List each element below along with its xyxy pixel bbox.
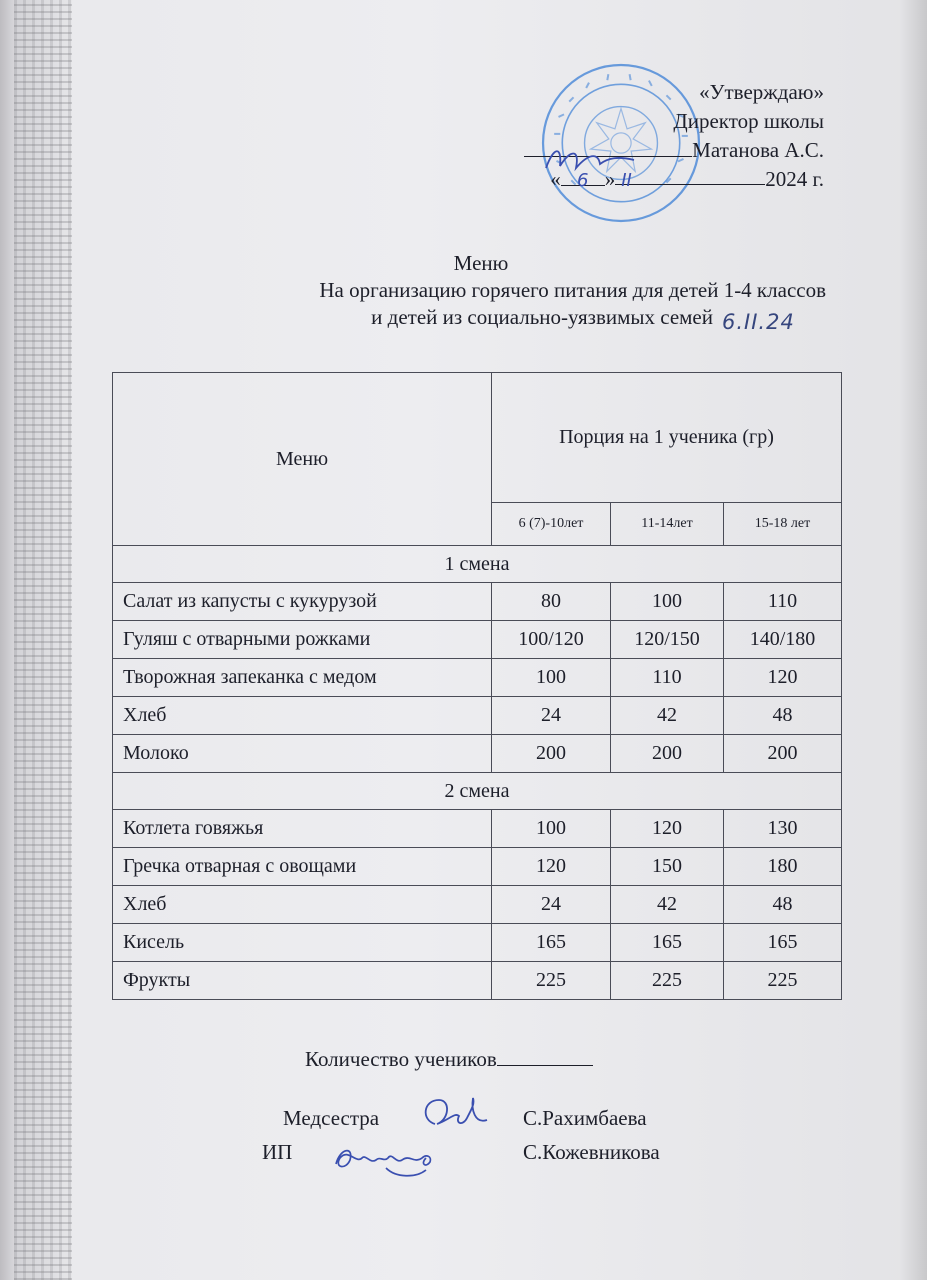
page-fold-shadow	[900, 0, 927, 1280]
portion-age-2: 165	[611, 924, 724, 962]
table-row	[113, 810, 842, 848]
portion-age-2: 120/150	[611, 621, 724, 659]
nurse-role: Медсестра	[283, 1106, 380, 1130]
dish-name: Кисель	[113, 924, 492, 962]
portion-age-1: 165	[492, 924, 611, 962]
approval-year: 2024 г.	[765, 167, 824, 191]
table-row	[113, 621, 842, 659]
document-title: Меню	[453, 251, 509, 275]
column-header-portion: Порция на 1 ученика (гр)	[492, 373, 842, 503]
document-subtitle-line1: На организацию горячего питания для детей 1-4 классов	[319, 278, 826, 302]
portion-age-1: 80	[492, 583, 611, 621]
portion-age-1: 120	[492, 848, 611, 886]
portion-age-1: 24	[492, 697, 611, 735]
table-header-row	[113, 373, 842, 503]
portion-age-2: 110	[611, 659, 724, 697]
portion-age-1: 100	[492, 810, 611, 848]
nurse-signature	[415, 1090, 495, 1140]
ip-signature	[326, 1134, 456, 1184]
dish-name: Гуляш с отварными рожками	[113, 621, 492, 659]
table-row	[113, 735, 842, 773]
date-quote-close: »	[604, 167, 616, 191]
student-count-blank	[497, 1045, 593, 1066]
table-row	[113, 697, 842, 735]
approval-day: 6	[577, 170, 589, 191]
dish-name: Молоко	[113, 735, 492, 773]
date-quote-open: «	[550, 167, 561, 191]
student-count-label: Количество учеников	[305, 1047, 497, 1071]
portion-age-2: 42	[611, 886, 724, 924]
director-signature	[540, 140, 640, 180]
age-group-1: 6 (7)-10лет	[492, 502, 611, 545]
portion-age-3: 120	[724, 659, 842, 697]
portion-age-2: 200	[611, 735, 724, 773]
portion-age-2: 150	[611, 848, 724, 886]
portion-age-1: 100/120	[492, 621, 611, 659]
approval-heading: «Утверждаю»	[699, 80, 824, 104]
portion-age-2: 42	[611, 697, 724, 735]
age-group-2: 11-14лет	[611, 502, 724, 545]
portion-age-3: 48	[724, 886, 842, 924]
paper-edge	[0, 0, 14, 1280]
ip-name: С.Кожевникова	[523, 1140, 660, 1164]
portion-age-2: 225	[611, 962, 724, 1000]
table-row	[113, 848, 842, 886]
dish-name: Салат из капусты с кукурузой	[113, 583, 492, 621]
handwritten-date: 6.II.24	[722, 310, 795, 334]
portion-age-3: 48	[724, 697, 842, 735]
shift-row	[113, 546, 842, 583]
dish-name: Хлеб	[113, 697, 492, 735]
portion-age-1: 100	[492, 659, 611, 697]
director-name: Матанова А.С.	[692, 138, 824, 162]
document-subtitle-line2: и детей из социально-уязвимых семей	[371, 305, 713, 329]
nurse-name: С.Рахимбаева	[523, 1106, 647, 1130]
portion-age-3: 140/180	[724, 621, 842, 659]
dish-name: Творожная запеканка с медом	[113, 659, 492, 697]
portion-age-1: 200	[492, 735, 611, 773]
portion-age-3: 110	[724, 583, 842, 621]
portion-age-3: 130	[724, 810, 842, 848]
table-row	[113, 659, 842, 697]
dish-name: Гречка отварная с овощами	[113, 848, 492, 886]
portion-age-1: 225	[492, 962, 611, 1000]
column-header-menu: Меню	[113, 373, 492, 546]
student-count-line	[305, 1045, 593, 1072]
table-row	[113, 962, 842, 1000]
table-row	[113, 583, 842, 621]
portion-age-3: 225	[724, 962, 842, 1000]
portion-age-3: 180	[724, 848, 842, 886]
portion-age-2: 100	[611, 583, 724, 621]
table-row	[113, 924, 842, 962]
binding-margin	[14, 0, 72, 1280]
ip-role: ИП	[262, 1140, 293, 1164]
dish-name: Котлета говяжья	[113, 810, 492, 848]
director-position: Директор школы	[673, 109, 824, 133]
approval-month: II	[621, 170, 632, 191]
age-group-3: 15-18 лет	[724, 502, 842, 545]
portion-age-3: 200	[724, 735, 842, 773]
portion-age-3: 165	[724, 924, 842, 962]
menu-table	[112, 372, 842, 1000]
portion-age-2: 120	[611, 810, 724, 848]
table-row	[113, 886, 842, 924]
shift-row	[113, 773, 842, 810]
shift-1-label: 1 смена	[113, 546, 842, 583]
portion-age-1: 24	[492, 886, 611, 924]
shift-2-label: 2 смена	[113, 773, 842, 810]
dish-name: Фрукты	[113, 962, 492, 1000]
dish-name: Хлеб	[113, 886, 492, 924]
